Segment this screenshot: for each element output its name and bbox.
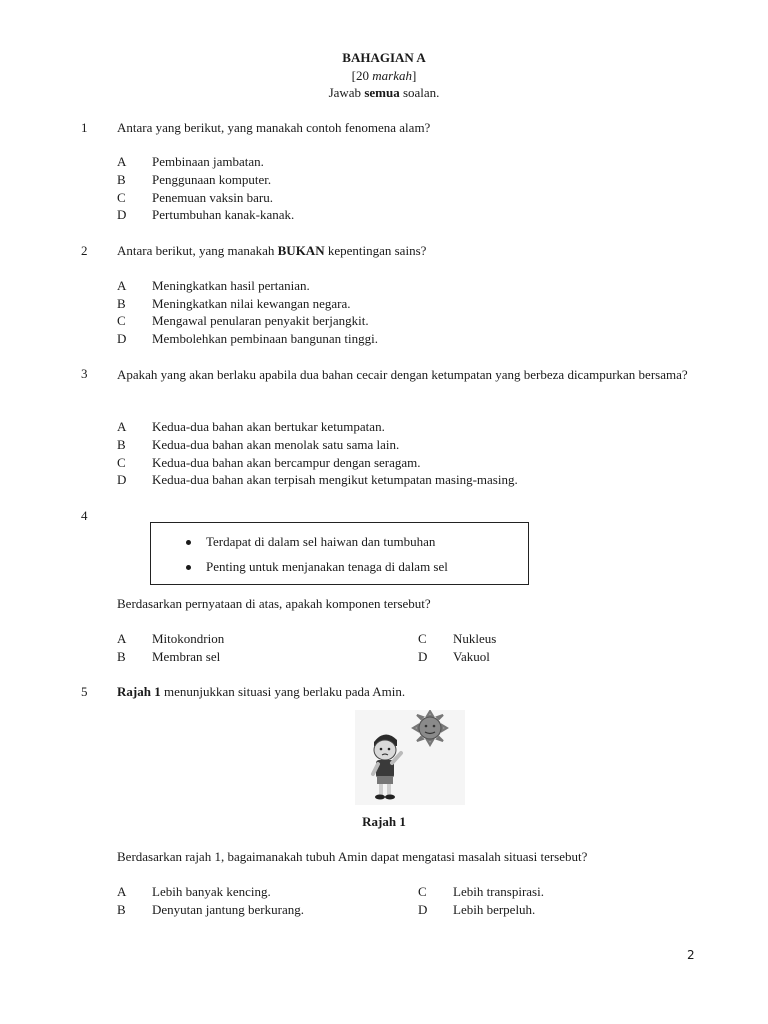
option-text: Penemuan vaksin baru.	[152, 190, 273, 205]
marks-label: [20 markah]	[351, 68, 417, 83]
instructions: Jawab semua soalan.	[328, 85, 440, 100]
option-letter: B	[117, 437, 126, 452]
option-letter: A	[117, 154, 127, 169]
option-text: Lebih berpeluh.	[453, 902, 536, 917]
bullet-icon	[186, 565, 191, 570]
option-letter: B	[117, 172, 126, 187]
section-title: BAHAGIAN A	[342, 50, 426, 65]
question-text: Antara berikut, yang manakah BUKAN kepentingan sains?	[117, 243, 427, 258]
option-text: Denyutan jantung berkurang.	[152, 902, 304, 917]
sun-icon	[413, 711, 447, 745]
question-text: Berdasarkan rajah 1, bagaimanakah tubuh Amin dapat mengatasi masalah situasi tersebut?	[117, 849, 588, 864]
option-letter: D	[418, 649, 428, 664]
option-text: Mitokondrion	[152, 631, 225, 646]
option-text: Vakuol	[453, 649, 490, 664]
option-letter: D	[418, 902, 428, 917]
option-letter: A	[117, 278, 127, 293]
option-letter: C	[117, 313, 126, 328]
option-letter: C	[418, 884, 427, 899]
option-text: Membran sel	[152, 649, 221, 664]
page-number: 2	[687, 948, 695, 962]
option-text: Meningkatkan nilai kewangan negara.	[152, 296, 351, 311]
statement-box	[150, 522, 529, 585]
question-text: Antara yang berikut, yang manakah contoh fenomena alam?	[117, 120, 431, 135]
question-number: 1	[81, 120, 88, 135]
option-letter: C	[117, 455, 126, 470]
option-text: Penggunaan komputer.	[152, 172, 272, 187]
option-text: Kedua-dua bahan akan menolak satu sama lain.	[152, 437, 400, 452]
option-letter: A	[117, 631, 127, 646]
option-letter: C	[117, 190, 126, 205]
option-text: Kedua-dua bahan akan bertukar ketumpatan.	[152, 419, 385, 434]
question-number: 3	[81, 366, 88, 381]
figure-boy-under-sun	[355, 710, 465, 805]
option-text: Kedua-dua bahan akan terpisah mengikut ketumpatan masing-masing.	[152, 472, 518, 487]
question-number: 4	[81, 508, 88, 523]
option-letter: A	[117, 419, 127, 434]
bullet-icon	[186, 540, 191, 545]
option-text: Kedua-dua bahan akan bercampur dengan seragam.	[152, 455, 421, 470]
question-number: 5	[81, 684, 88, 699]
statement-2: Penting untuk menjanakan tenaga di dalam sel	[206, 559, 448, 574]
figure-caption: Rajah 1	[362, 814, 406, 829]
option-text: Nukleus	[453, 631, 497, 646]
option-text: Lebih banyak kencing.	[152, 884, 271, 899]
option-text: Pertumbuhan kanak-kanak.	[152, 207, 295, 222]
question-number: 2	[81, 243, 88, 258]
option-text: Meningkatkan hasil pertanian.	[152, 278, 310, 293]
option-letter: B	[117, 649, 126, 664]
option-letter: D	[117, 472, 127, 487]
option-text: Membolehkan pembinaan bangunan tinggi.	[152, 331, 379, 346]
option-text: Mengawal penularan penyakit berjangkit.	[152, 313, 369, 328]
question-text: Apakah yang akan berlaku apabila dua bahan cecair dengan ketumpatan yang berbeza dicampurkan bersama?	[117, 367, 688, 382]
statement-1: Terdapat di dalam sel haiwan dan tumbuhan	[206, 534, 436, 549]
option-letter: B	[117, 296, 126, 311]
option-letter: C	[418, 631, 427, 646]
option-letter: D	[117, 207, 127, 222]
question-intro: Rajah 1 menunjukkan situasi yang berlaku pada Amin.	[117, 684, 406, 699]
option-letter: A	[117, 884, 127, 899]
figure-background	[355, 710, 465, 805]
option-text: Lebih transpirasi.	[453, 884, 544, 899]
option-letter: D	[117, 331, 127, 346]
option-text: Pembinaan jambatan.	[152, 154, 264, 169]
question-text: Berdasarkan pernyataan di atas, apakah komponen tersebut?	[117, 596, 431, 611]
option-letter: B	[117, 902, 126, 917]
